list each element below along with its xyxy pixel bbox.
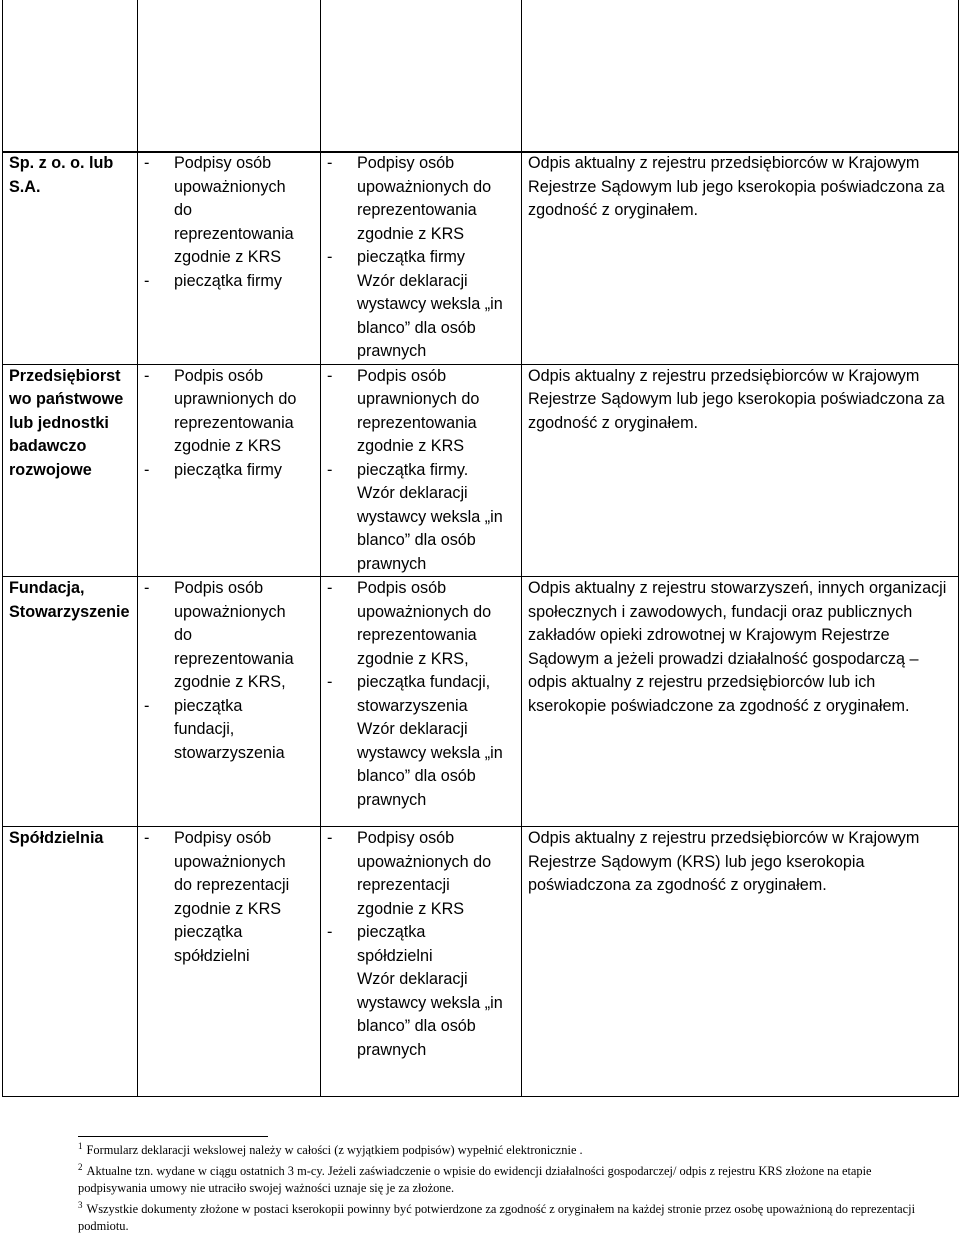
list-text: Podpisy osób xyxy=(357,829,455,847)
category-cell xyxy=(3,364,138,577)
category-cell xyxy=(3,152,138,365)
document-requirement-cell: Odpis aktualny z rejestru przedsiębiorców w Krajowym Rejestrze Sądowym (KRS) lub jego kserokopia poświadczona za zgodność z oryginałem. xyxy=(522,827,959,1097)
signature-requirements-cell xyxy=(138,577,321,827)
list-dash: - xyxy=(144,366,150,385)
template-line: Wzór deklaracji xyxy=(357,970,468,988)
footnote xyxy=(78,1197,938,1235)
list-text: Podpis osób xyxy=(174,579,264,597)
requirement-line: do xyxy=(174,201,193,219)
list-text: Podpisy osób xyxy=(174,154,272,172)
template-line xyxy=(327,827,515,851)
list-text: pieczątka firmy. xyxy=(357,460,469,479)
table-row xyxy=(3,0,959,152)
footnote xyxy=(78,1138,938,1159)
requirement-line: do reprezentacji xyxy=(174,876,290,894)
list-dash: - xyxy=(327,154,333,172)
template-line: blanco” dla osób xyxy=(357,318,476,337)
template-line: reprezentowania xyxy=(357,413,477,432)
requirement-line: do xyxy=(174,626,193,644)
requirement-line: upoważnionych xyxy=(174,602,286,621)
list-text: pieczątka firmy xyxy=(357,248,465,266)
list-dash: - xyxy=(327,829,333,847)
template-line: blanco” dla osób xyxy=(357,767,476,785)
signature-template-cell xyxy=(321,152,522,365)
list-dash: - xyxy=(144,154,150,172)
template-line xyxy=(327,365,515,389)
list-text: pieczątka firmy xyxy=(174,460,282,479)
list-dash: - xyxy=(327,923,333,941)
list-dash: - xyxy=(327,366,333,385)
document-requirement-cell: Odpis aktualny z rejestru stowarzyszeń, innych organizacji społecznych i zawodowych, fundacji oraz publicznych zakładów opieki zdrowotnej w Krajowym Rejestrze Sądowym a jeżeli prowadzi działalność gospodarczą – odpis aktualny z rejestru przedsiębiorców lub ich kserokopie poświadczone za zgodność z oryginałem. xyxy=(522,577,959,827)
footnote xyxy=(78,1159,938,1197)
category-line: Fundacja, xyxy=(9,579,85,597)
template-line: Wzór deklaracji xyxy=(357,484,468,502)
template-line: reprezentowania xyxy=(357,626,477,644)
requirement-line: reprezentowania xyxy=(174,413,294,432)
requirement-line: uprawnionych do xyxy=(174,390,297,408)
requirement-line xyxy=(144,695,314,719)
requirement-line: upoważnionych xyxy=(174,177,286,196)
list-dash: - xyxy=(327,460,333,479)
template-line: wystawcy weksla „in xyxy=(357,743,503,762)
table-row xyxy=(3,152,959,365)
requirement-line: pieczątka xyxy=(174,923,243,941)
template-line xyxy=(327,671,515,695)
main-table xyxy=(2,151,959,1097)
template-line: wystawcy weksla „in xyxy=(357,507,503,526)
requirement-line: zgodnie z KRS xyxy=(174,437,282,455)
requirement-line: upoważnionych xyxy=(174,852,286,871)
requirement-line: zgodnie z KRS xyxy=(174,248,282,266)
template-line: zgodnie z KRS xyxy=(357,224,465,243)
requirement-line xyxy=(144,827,314,851)
list-text: pieczątka firmy xyxy=(174,271,282,290)
template-line: stowarzyszenia xyxy=(357,696,468,715)
category-line: Przedsiębiorst xyxy=(9,366,121,385)
requirement-line: zgodnie z KRS xyxy=(174,899,282,918)
signature-requirements-cell xyxy=(138,364,321,577)
document-requirement-cell: Odpis aktualny z rejestru przedsiębiorców w Krajowym Rejestrze Sądowym lub jego kserokopia poświadczona za zgodność z oryginałem. xyxy=(522,152,959,365)
requirement-line xyxy=(144,365,314,389)
template-line: prawnych xyxy=(357,342,427,360)
footnote-text: Wszystkie dokumenty złożone w postaci kserokopii powinny być potwierdzone za zgodność z oryginałem na każdej stronie przez osobę upoważnioną do reprezentacji podmiotu. xyxy=(78,1202,916,1233)
footnotes xyxy=(78,1136,938,1235)
footnote-number: 3 xyxy=(78,1200,83,1210)
category-line: wo państwowe xyxy=(9,390,124,408)
template-line: uprawnionych do xyxy=(357,390,480,408)
footnote-number: 2 xyxy=(78,1162,83,1172)
list-text: Podpis osób xyxy=(357,579,447,597)
list-text: Podpisy osób xyxy=(174,829,272,847)
list-text: pieczątka xyxy=(357,923,426,941)
list-dash: - xyxy=(327,579,333,597)
template-line: prawnych xyxy=(357,790,427,809)
footnote-rule xyxy=(78,1136,268,1137)
list-dash: - xyxy=(144,829,150,847)
table-row xyxy=(3,364,959,577)
signature-requirements-cell xyxy=(138,152,321,365)
template-line: Wzór deklaracji xyxy=(357,720,468,738)
requirement-line xyxy=(144,152,314,176)
document-requirement-cell: Odpis aktualny z rejestru przedsiębiorców w Krajowym Rejestrze Sądowym lub jego kserokopia poświadczona za zgodność z oryginałem. xyxy=(522,364,959,577)
template-line: blanco” dla osób xyxy=(357,1017,476,1035)
table-row xyxy=(3,827,959,1097)
template-line: wystawcy weksla „in xyxy=(357,295,503,313)
category-line: Sp. z o. o. lub S.A. xyxy=(9,154,114,196)
template-line: Wzór deklaracji xyxy=(357,271,468,290)
signature-template-cell xyxy=(321,364,522,577)
template-line: upoważnionych do xyxy=(357,602,492,621)
requirement-line: reprezentowania xyxy=(174,649,294,668)
table-row xyxy=(3,577,959,827)
list-text: pieczątka fundacji, xyxy=(357,673,491,691)
requirement-line: stowarzyszenia xyxy=(174,743,285,762)
requirement-line: spółdzielni xyxy=(174,946,250,965)
footnote-text: Formularz deklaracji wekslowej należy w całości (z wyjątkiem podpisów) wypełnić elektronicznie . xyxy=(86,1143,583,1157)
list-dash: - xyxy=(327,248,333,266)
requirement-line: reprezentowania xyxy=(174,224,294,243)
list-dash: - xyxy=(327,673,333,691)
category-line: lub jednostki xyxy=(9,413,109,432)
signature-template-cell xyxy=(321,577,522,827)
list-text: Podpis osób xyxy=(357,366,447,385)
footnote-number: 1 xyxy=(78,1141,83,1151)
template-line xyxy=(327,577,515,601)
requirements-table xyxy=(2,0,959,153)
category-line: Spółdzielnia xyxy=(9,829,104,847)
template-line: zgodnie z KRS xyxy=(357,899,465,918)
template-line: upoważnionych do xyxy=(357,177,492,196)
template-line: upoważnionych do xyxy=(357,852,492,871)
template-line: wystawcy weksla „in xyxy=(357,993,503,1012)
category-cell xyxy=(3,577,138,827)
category-line: badawczo xyxy=(9,437,87,455)
list-text: Podpis osób xyxy=(174,366,264,385)
list-dash: - xyxy=(144,579,150,597)
template-line: reprezentacji xyxy=(357,876,450,894)
signature-requirements-cell xyxy=(138,827,321,1097)
list-text: pieczątka xyxy=(174,696,243,715)
template-line: blanco” dla osób xyxy=(357,531,476,549)
requirement-line xyxy=(144,459,314,483)
template-line: prawnych xyxy=(357,1040,427,1059)
list-text: Podpisy osób xyxy=(357,154,455,172)
requirement-line: fundacji, xyxy=(174,720,235,738)
requirement-line xyxy=(144,270,314,294)
template-line xyxy=(327,246,515,270)
template-line: prawnych xyxy=(357,554,427,573)
template-line: zgodnie z KRS xyxy=(357,437,465,455)
requirement-line xyxy=(144,577,314,601)
list-dash: - xyxy=(144,460,150,479)
signature-template-cell xyxy=(321,827,522,1097)
template-line: reprezentowania xyxy=(357,201,477,219)
list-dash: - xyxy=(144,696,150,715)
list-dash: - xyxy=(144,271,150,290)
requirement-line: zgodnie z KRS, xyxy=(174,673,286,691)
category-line: rozwojowe xyxy=(9,460,92,479)
template-line: zgodnie z KRS, xyxy=(357,649,469,668)
category-cell xyxy=(3,0,138,152)
template-line xyxy=(327,459,515,483)
category-line: Stowarzyszenie xyxy=(9,602,130,621)
template-line: spółdzielni xyxy=(357,946,433,965)
footnote-text: Aktualne tzn. wydane w ciągu ostatnich 3 m-cy. Jeżeli zaświadczenie o wpisie do ewidencji działalności gospodarczej/ odpis z rejestru KRS złożone na etapie podpisywania umowy nie utraciło swojej ważności uznaje się je za złożone. xyxy=(78,1164,872,1195)
template-line xyxy=(327,152,515,176)
template-line xyxy=(327,921,515,945)
category-cell xyxy=(3,827,138,1097)
